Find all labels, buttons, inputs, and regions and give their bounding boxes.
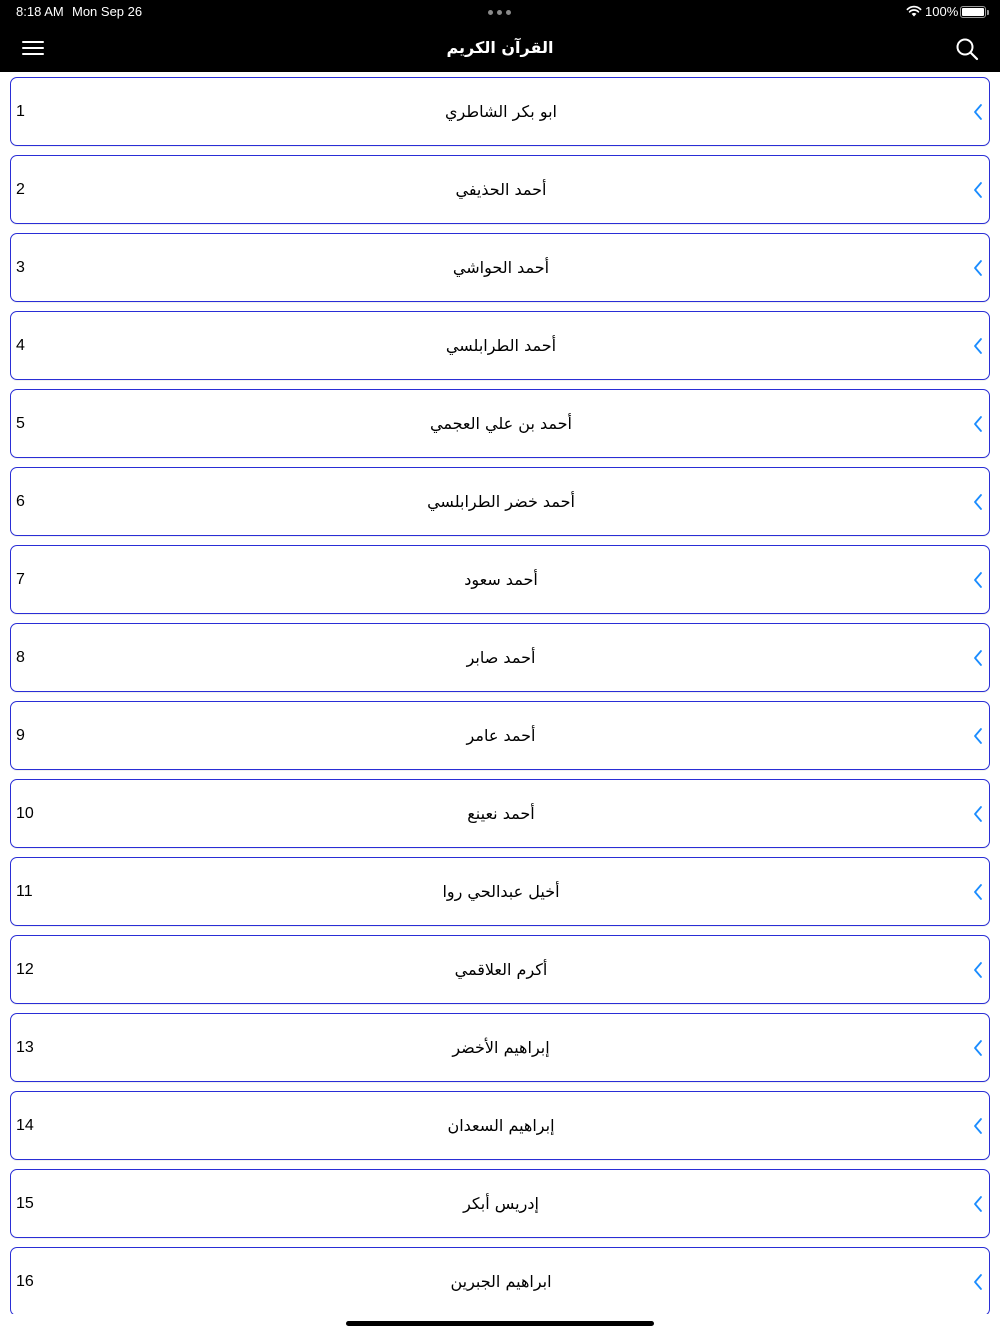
search-icon[interactable]	[953, 35, 981, 63]
list-item-name: أحمد الحواشي	[452, 258, 550, 277]
chevron-left-icon	[973, 415, 983, 433]
list-item-name: ابراهيم الجبرين	[450, 1272, 552, 1291]
chevron-left-icon	[973, 961, 983, 979]
list-item-number: 5	[16, 415, 25, 432]
home-indicator[interactable]	[346, 1321, 654, 1326]
chevron-left-icon	[973, 1117, 983, 1135]
list-item-number: 14	[16, 1117, 34, 1134]
list-item-number: 15	[16, 1195, 34, 1212]
reciter-list[interactable]	[10, 77, 990, 1314]
chevron-left-icon	[973, 259, 983, 277]
list-item-name: إبراهيم الأخضر	[452, 1038, 550, 1057]
status-date: Mon Sep 26	[72, 4, 143, 19]
battery-percentage: 100%	[925, 4, 959, 19]
list-item-number: 12	[16, 961, 34, 978]
list-item[interactable]	[10, 701, 990, 770]
list-item[interactable]	[10, 311, 990, 380]
list-item-name: إدريس أبكر	[463, 1194, 539, 1213]
list-item[interactable]	[10, 233, 990, 302]
list-item-name: أحمد نعينع	[467, 804, 535, 823]
chevron-left-icon	[973, 727, 983, 745]
list-item-number: 9	[16, 727, 25, 744]
list-item-name: أحمد عامر	[466, 726, 536, 745]
page-title: القرآن الكريم	[446, 38, 554, 57]
list-item[interactable]	[10, 623, 990, 692]
battery-icon	[960, 6, 986, 18]
list-item[interactable]	[10, 935, 990, 1004]
list-item-name: أحمد سعود	[464, 570, 538, 589]
hamburger-menu-icon[interactable]	[20, 38, 46, 58]
list-item-number: 11	[16, 883, 33, 900]
list-item[interactable]	[10, 1091, 990, 1160]
list-item-name: إبراهيم السعدان	[447, 1116, 555, 1135]
list-item-name: أخيل عبدالحي روا	[442, 882, 560, 901]
list-item-name: أحمد صابر	[466, 648, 536, 667]
list-item-number: 10	[16, 805, 34, 822]
list-item[interactable]	[10, 1013, 990, 1082]
list-item-name: أحمد بن علي العجمي	[429, 414, 572, 433]
chevron-left-icon	[973, 1273, 983, 1291]
list-item-name: ابو بكر الشاطري	[444, 102, 557, 121]
list-item[interactable]	[10, 155, 990, 224]
list-item-number: 4	[16, 337, 25, 354]
list-item[interactable]	[10, 779, 990, 848]
chevron-left-icon	[973, 493, 983, 511]
list-item[interactable]	[10, 545, 990, 614]
chevron-left-icon	[973, 337, 983, 355]
list-item-number: 13	[16, 1039, 34, 1056]
list-item-number: 7	[16, 571, 25, 588]
top-bar	[0, 0, 1000, 72]
chevron-left-icon	[973, 1039, 983, 1057]
list-item-name: أكرم العلاقمي	[454, 960, 548, 979]
list-item-number: 3	[16, 259, 25, 276]
list-item-number: 6	[16, 493, 25, 510]
list-item[interactable]	[10, 77, 990, 146]
battery-tip	[987, 10, 989, 15]
wifi-icon	[906, 5, 922, 17]
chevron-left-icon	[973, 571, 983, 589]
chevron-left-icon	[973, 181, 983, 199]
status-time: 8:18 AM	[16, 4, 64, 19]
list-item-name: أحمد الحذيفي	[455, 180, 547, 199]
list-item[interactable]	[10, 389, 990, 458]
list-item-number: 1	[16, 103, 25, 120]
list-item[interactable]	[10, 857, 990, 926]
list-item-number: 2	[16, 181, 25, 198]
list-item[interactable]	[10, 467, 990, 536]
list-item-number: 8	[16, 649, 25, 666]
list-item-name: أحمد خضر الطرابلسي	[427, 492, 575, 511]
list-item[interactable]	[10, 1169, 990, 1238]
list-item-number: 16	[16, 1273, 34, 1290]
chevron-left-icon	[973, 103, 983, 121]
three-dots-icon[interactable]	[488, 10, 512, 16]
list-item[interactable]	[10, 1247, 990, 1314]
chevron-left-icon	[973, 883, 983, 901]
list-item-name: أحمد الطرابلسي	[445, 336, 557, 355]
chevron-left-icon	[973, 805, 983, 823]
chevron-left-icon	[973, 649, 983, 667]
chevron-left-icon	[973, 1195, 983, 1213]
